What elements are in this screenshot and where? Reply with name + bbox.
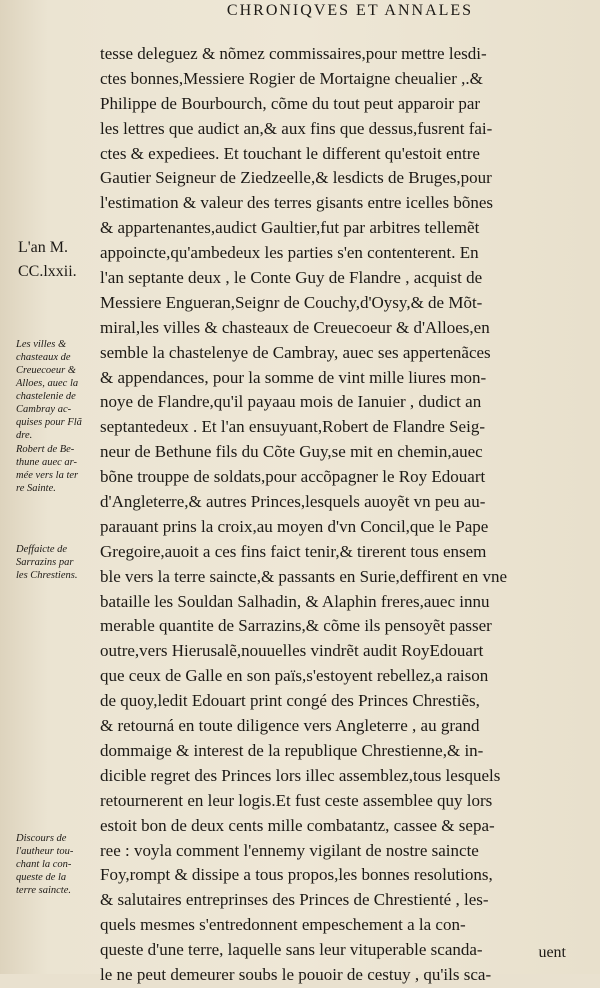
text-line: quels mesmes s'entredonnent empeschement a la con- [100, 915, 466, 935]
catchword: uent [538, 944, 566, 961]
text-line: l'estimation & valeur des terres gisants entre icelles bõnes [100, 193, 494, 213]
text-line: ree : voyla comment l'ennemy vigilant de nostre saincte [100, 840, 479, 860]
margin-note-line: Les villes & [16, 339, 67, 350]
text-line: ctes & expediees. Et touchant le different qu'estoit entre [100, 143, 480, 163]
margin-note-discours [16, 832, 98, 897]
text-line: bataille les Souldan Salhadin, & Alaphin freres,auec innu [100, 591, 490, 611]
text-line: retournerent en leur logis.Et fust ceste assemblee quy lors [100, 790, 493, 810]
margin-note-line: thune auec ar- [16, 457, 78, 468]
margin-note-line: Cambray ac- [16, 404, 72, 415]
margin-note-line: Creuecoeur & [16, 365, 76, 376]
text-line: les lettres que audict an,& aux fins que dessus,fusrent fai- [100, 118, 493, 138]
text-line: que ceux de Galle en son païs,s'estoyent rebellez,a raison [100, 666, 489, 686]
text-line: Gregoire,auoit a ces fins faict tenir,& tirerent tous ensem [100, 541, 487, 561]
margin-note-line: l'autheur tou- [16, 846, 74, 857]
text-line: merable quantite de Sarrazins,& cõme ils pensoyẽt passer [100, 616, 492, 636]
margin-year-line: L'an M. [18, 239, 68, 256]
margin-note-line: Robert de Be- [16, 444, 75, 455]
margin-note-line: re Sainte. [16, 483, 56, 494]
margin-note-villes [16, 338, 98, 442]
main-text-block [100, 42, 570, 988]
margin-note-robert [16, 443, 98, 495]
text-line: dicible regret des Princes lors illec assemblez,tous lesquels [100, 765, 501, 785]
text-line: appoincte,qu'ambedeux les parties s'en contenterent. En [100, 243, 479, 263]
text-line: Philippe de Bourbourch, cõme du tout peut apparoir par [100, 93, 481, 113]
text-line: Messiere Engueran,Seignr de Couchy,d'Oysy,& de Mõt- [100, 292, 483, 312]
margin-year-note [18, 236, 98, 284]
text-line: & retourná en toute diligence vers Angleterre , au grand [100, 716, 480, 736]
text-line: tesse deleguez & nõmez commissaires,pour mettre lesdi- [100, 44, 487, 63]
margin-note-deffaicte [16, 543, 98, 582]
margin-note-line: queste de la [16, 872, 67, 883]
text-line: septantedeux . Et l'an ensuyuant,Robert de Flandre Seig- [100, 417, 485, 437]
text-line: ctes bonnes,Messiere Rogier de Mortaigne cheualier ,.& [100, 68, 483, 88]
text-line: Foy,rompt & dissipe a tous propos,les bonnes resolutions, [100, 865, 493, 885]
text-line: outre,vers Hierusalẽ,nouuelles vindrẽt audit RoyEdouart [100, 641, 484, 661]
text-line: ble vers la terre saincte,& passants en Surie,deffirent en vne [100, 566, 508, 586]
margin-note-line: Sarrazins par [16, 557, 74, 568]
margin-note-line: chastelenie de [16, 391, 76, 402]
margin-note-line: chant la con- [16, 859, 72, 870]
text-line: de quoy,ledit Edouart print congé des Princes Chrestiẽs, [100, 691, 480, 711]
margin-note-line: mée vers la ter [16, 470, 79, 481]
text-line: l'an septante deux , le Conte Guy de Flandre , acquist de [100, 268, 483, 288]
margin-note-line: Discours de [16, 833, 67, 844]
text-line: estoit bon de deux cents mille combatantz, cassee & sepa- [100, 815, 495, 835]
margin-note-line: Deffaicte de [16, 544, 68, 555]
text-line: & salutaires entreprinses des Princes de Chrestienté , les- [100, 890, 489, 910]
text-line: le ne peut demeurer soubs le pouoir de cestuy , qu'ils sca- [100, 964, 492, 984]
text-line: parauant prins la croix,au moyen d'vn Concil,que le Pape [100, 516, 489, 536]
text-line: & appendances, pour la somme de vint mille liures mon- [100, 367, 487, 387]
text-line: miral,les villes & chasteaux de Creuecoeur & d'Alloes,en [100, 317, 490, 337]
margin-note-line: quises pour Flã [16, 417, 82, 428]
text-line: noye de Flandre,qu'il payaau mois de Ianuier , dudict an [100, 392, 482, 412]
text-line: d'Angleterre,& autres Princes,lesquels auoyẽt vn peu au- [100, 492, 486, 512]
text-line: neur de Bethune fils du Cõte Guy,se mit en chemin,auec [100, 442, 483, 462]
margin-note-line: terre saincte. [16, 885, 72, 896]
text-line: dommaige & interest de la republique Chrestienne,& in- [100, 740, 484, 760]
text-line: bõne trouppe de soldats,pour accõpagner le Roy Edouart [100, 467, 486, 487]
margin-note-line: les Chrestiens. [16, 570, 78, 581]
running-head: CHRONIQVES ET ANNALES [226, 2, 474, 19]
margin-note-line: dre. [16, 430, 33, 441]
margin-note-line: Alloes, auec la [16, 378, 79, 389]
text-line: Gautier Seigneur de Ziedzeelle,& lesdicts de Bruges,pour [100, 168, 492, 188]
text-line: & appartenantes,audict Gaultier,fut par arbitres tellemẽt [100, 218, 480, 238]
margin-note-line: chasteaux de [16, 352, 71, 363]
margin-year-line: CC.lxxii. [18, 263, 77, 280]
text-line: semble la chastelenye de Cambray, auec ses appertenãces [100, 342, 491, 362]
text-line: queste d'une terre, laquelle sans leur vituperable scanda- [100, 940, 483, 960]
